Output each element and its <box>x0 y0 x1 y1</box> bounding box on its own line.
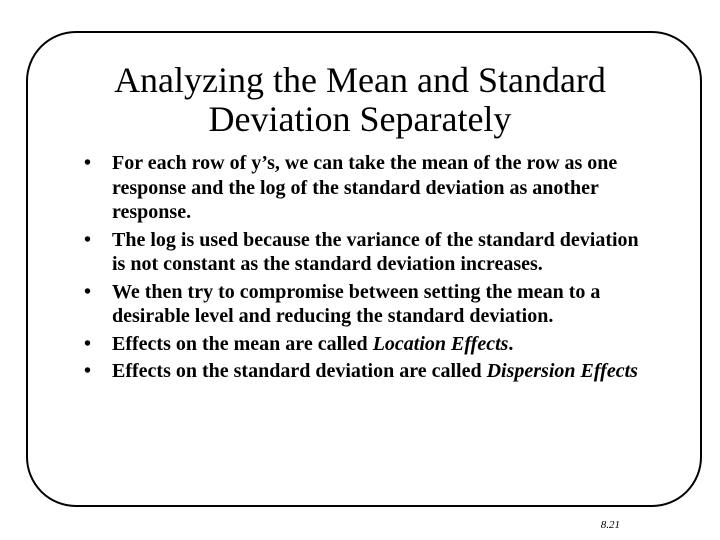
bullet-dot-icon: • <box>84 280 92 303</box>
page-number: 8.21 <box>600 519 620 531</box>
bullet-text: The log is used because the variance of the standard deviation is not constant as the standard deviation increases. <box>112 228 639 275</box>
bullet-emphasis: Dispersion Effects <box>486 360 638 382</box>
bullet-item <box>84 280 644 329</box>
slide-title <box>40 61 680 139</box>
bullet-item <box>84 228 644 277</box>
bullet-list <box>84 151 644 387</box>
bullet-dot-icon: • <box>84 228 92 251</box>
bullet-item <box>84 151 644 225</box>
bullet-text-end: . <box>508 332 514 355</box>
bullet-text: For each row of y’s, we can take the mean of the row as one response and the log of the standard deviation as another response. <box>112 152 618 223</box>
title-line-1: Analyzing the Mean and Standard <box>114 60 606 100</box>
bullet-text: Effects on the standard deviation are called <box>112 360 487 382</box>
bullet-text: We then try to compromise between setting the mean to a desirable level and reducing the standard deviation. <box>112 280 601 327</box>
bullet-item <box>84 359 644 384</box>
title-line-2: Deviation Separately <box>208 99 512 139</box>
bullet-emphasis: Location Effects <box>372 332 509 355</box>
bullet-dot-icon: • <box>84 152 92 174</box>
bullet-item <box>84 332 644 357</box>
bullet-text: Effects on the mean are called <box>112 332 373 355</box>
bullet-dot-icon: • <box>84 332 92 355</box>
bullet-dot-icon: • <box>84 360 92 382</box>
